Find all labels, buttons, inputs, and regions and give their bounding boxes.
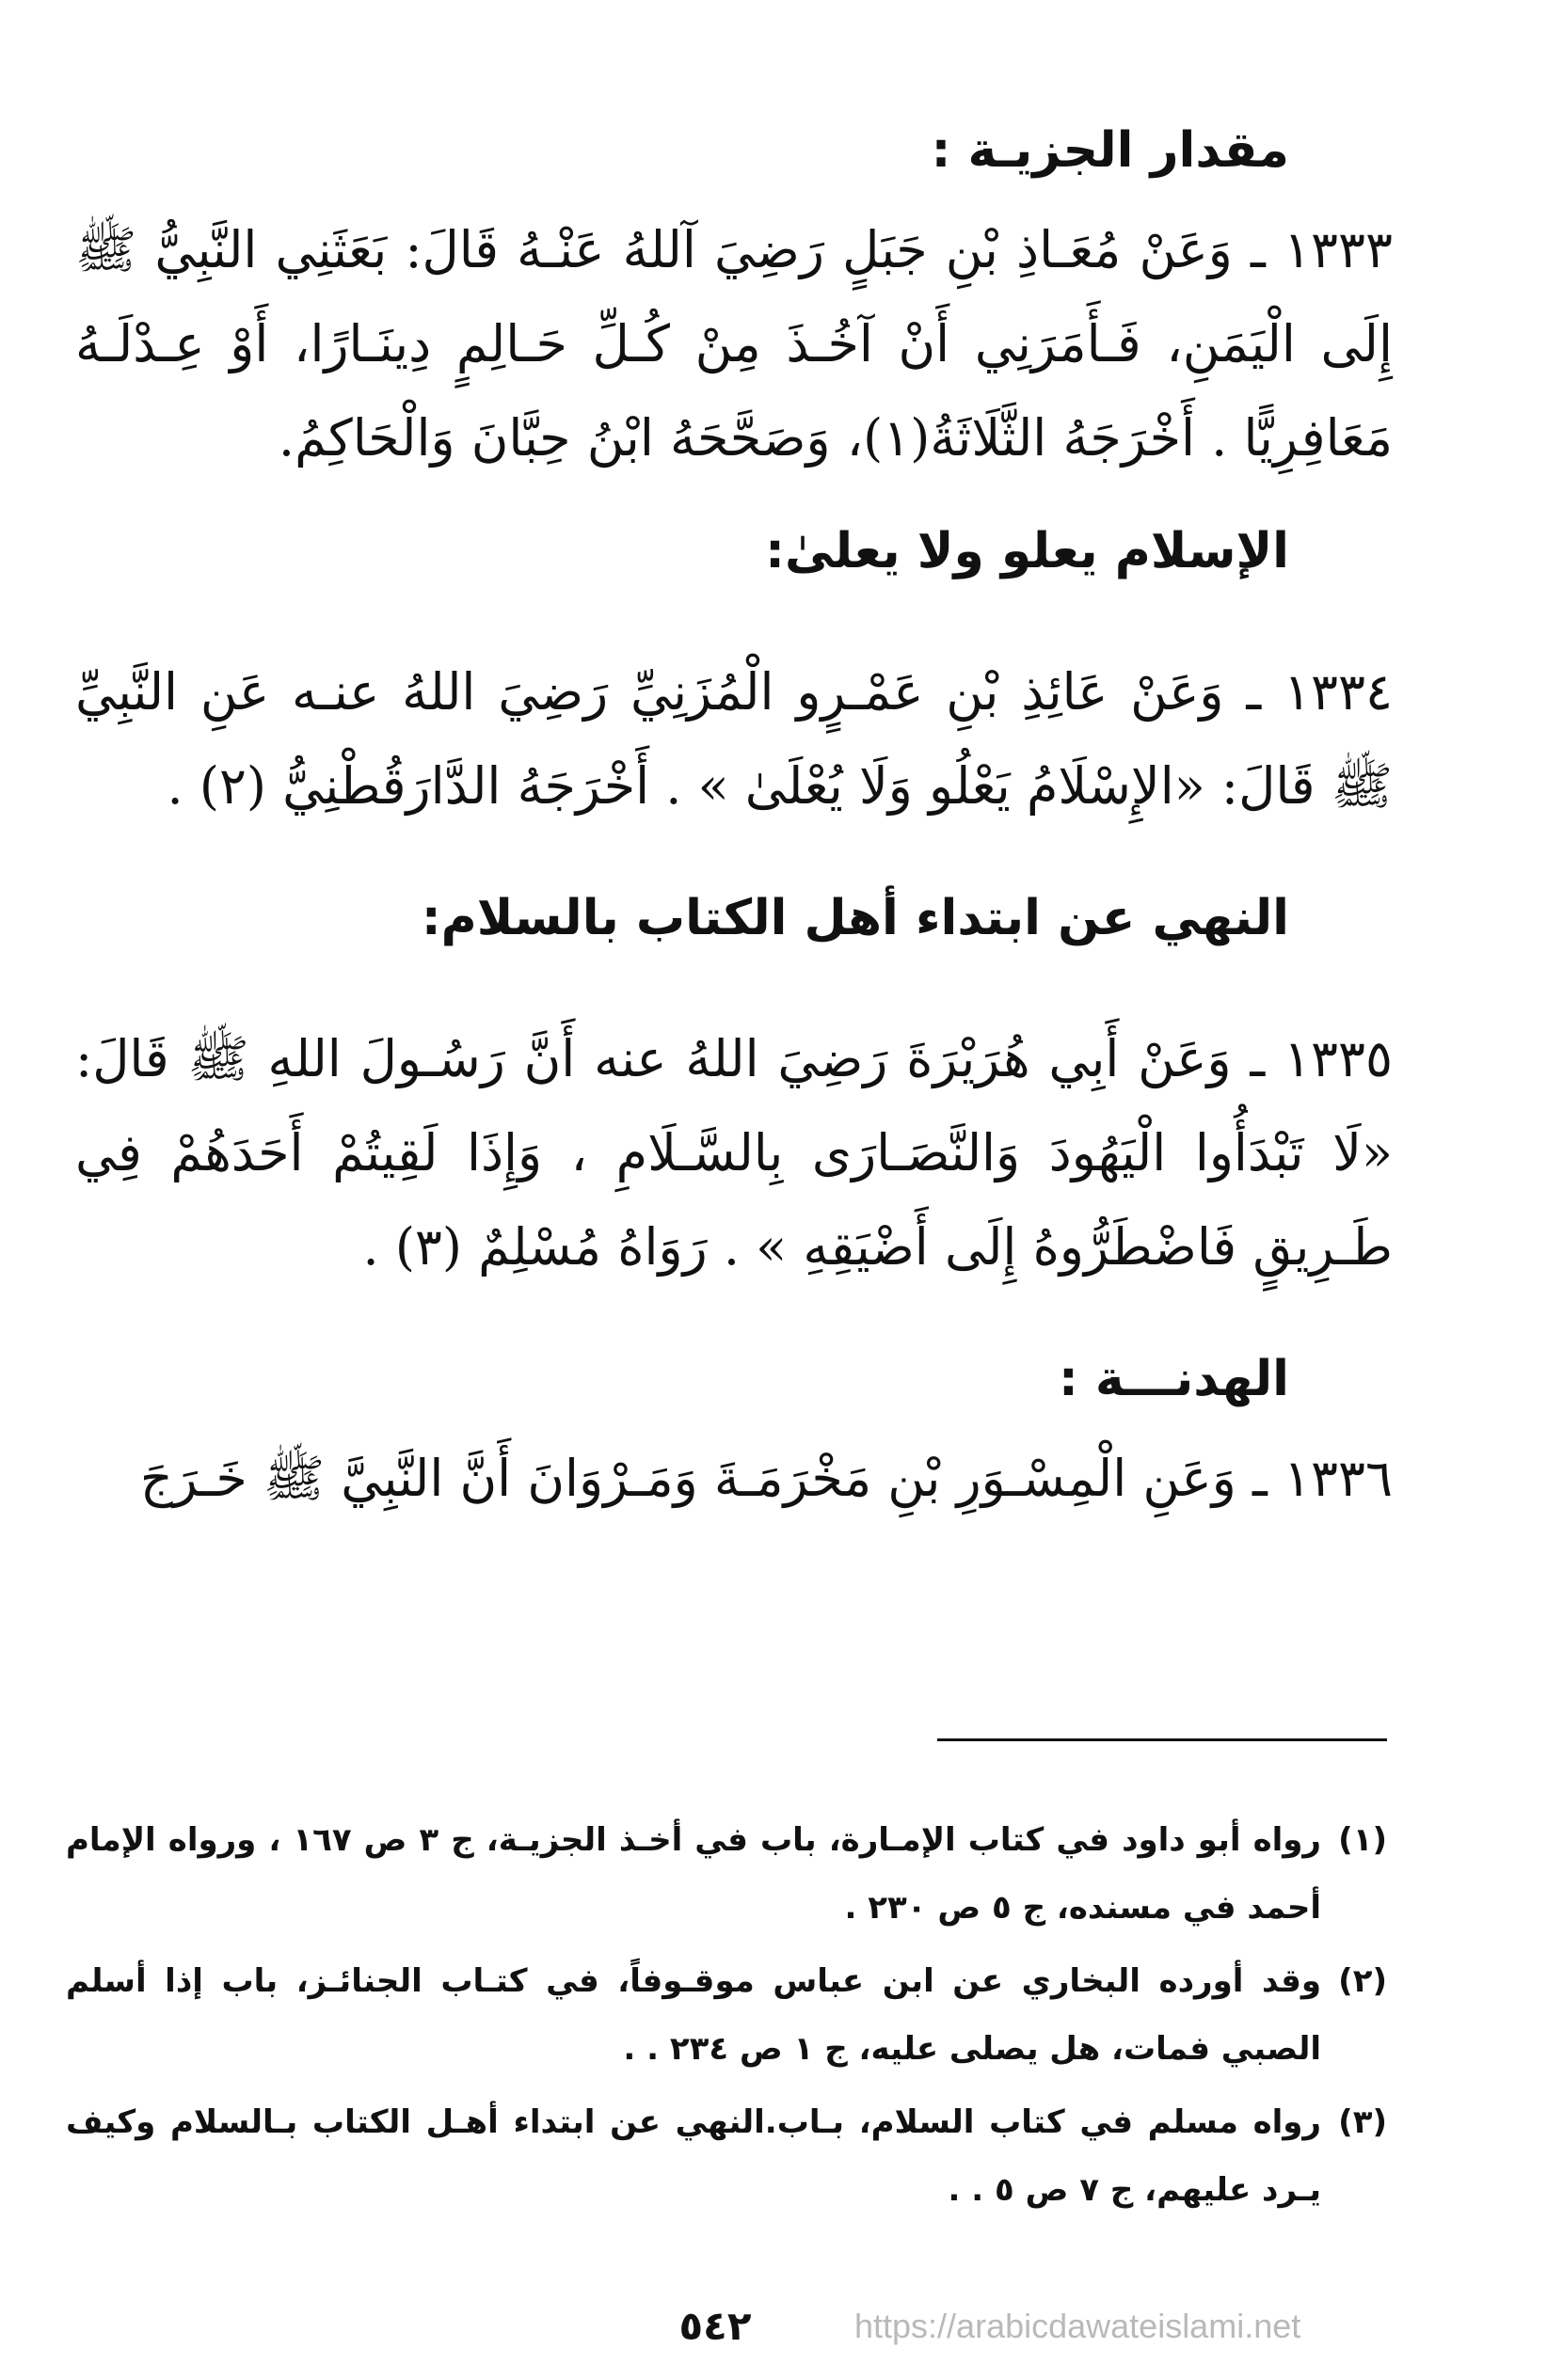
watermark-url: https://arabicdawateislami.net [854, 2307, 1301, 2345]
page-number: ٥٤٢ [678, 2303, 752, 2349]
footnote-text: رواه مسلم في كتاب السلام، بـاب.النهي عن ابتداء أهـل الكتاب بـالسلام وكيف يـرد عليهم، ج ٧ ص ٥ . . [66, 2103, 1321, 2209]
main-text [75, 113, 1393, 1526]
hadith-1336: ١٣٣٦ ـ وَعَنِ الْمِسْـوَرِ بْنِ مَخْرَمَـةَ وَمَـرْوَانَ أَنَّ النَّبِيَّ ﷺ خَـرَجَ [139, 1449, 1393, 1508]
footnote-2 [66, 1947, 1387, 2083]
footnote-text: رواه أبو داود في كتاب الإمـارة، باب في أخـذ الجزيـة، ج ٣ ص ١٦٧ ، ورواه الإمام أحمد في مسنده، ج ٥ ص ٢٣٠ . [66, 1821, 1322, 1927]
section-heading-truce: الهدنـــة : [1059, 1351, 1289, 1407]
footnote-3 [66, 2088, 1387, 2224]
section-heading-greeting-prohibition: النهي عن ابتداء أهل الكتاب بالسلام: [421, 890, 1289, 946]
footnote-number: (٢) [1338, 1962, 1387, 2000]
hadith-1333: ١٣٣٣ ـ وَعَنْ مُعَـاذِ بْنِ جَبَلٍ رَضِيَ آللهُ عَنْـهُ قَالَ: بَعَثَنِي النَّبِيُّ ﷺ إِلَى الْيَمَنِ، فَـأَمَرَنِي أَنْ آخُـذَ مِنْ كُـلِّ حَـالِمٍ دِينَـارًا، أَوْ عِـدْلَـهُ مَعَافِرِيًّا . أَخْرَجَهُ الثَّلَاثَةُ(١)، وَصَحَّحَهُ ابْنُ حِبَّانَ وَالْحَاكِمُ. [75, 220, 1393, 468]
footnote-text: وقد أورده البخاري عن ابن عباس موقـوفاً، في كتـاب الجنائـز، باب إذا أسلم الصبي فمات، هل يصلى عليه، ج ١ ص ٢٣٤ . . [66, 1962, 1321, 2068]
hadith-1335: ١٣٣٥ ـ وَعَنْ أَبِي هُرَيْرَةَ رَضِيَ اللهُ عنه أَنَّ رَسُـولَ اللهِ ﷺ قَالَ: «لَا تَبْدَأُوا الْيَهُودَ وَالنَّصَـارَى بِالسَّـلَامِ ، وَإِذَا لَقِيتُمْ أَحَدَهُمْ فِي طَـرِيقٍ فَاضْطَرُّوهُ إِلَى أَضْيَقِهِ » . رَوَاهُ مُسْلِمٌ (٣) . [75, 1029, 1393, 1277]
section-heading-islam-prevails: الإسلام يعلو ولا يعلىٰ: [765, 523, 1289, 579]
footnote-1 [66, 1806, 1387, 1942]
footnote-number: (٣) [1338, 2103, 1387, 2141]
section-heading-jizya-amount: مقدار الجزيـة : [931, 122, 1289, 179]
footnote-number: (١) [1338, 1821, 1387, 1859]
footnote-divider [937, 1738, 1387, 1741]
hadith-1334: ١٣٣٤ ـ وَعَنْ عَائِذِ بْنِ عَمْـرٍو الْمُزَنِيِّ رَضِيَ اللهُ عنـه عَنِ النَّبِيِّ ﷺ قَالَ: «الإِسْلَامُ يَعْلُو وَلَا يُعْلَىٰ » . أَخْرَجَهُ الدَّارَقُطْنِيُّ (٢) . [75, 662, 1393, 816]
footnotes [66, 1806, 1387, 2229]
